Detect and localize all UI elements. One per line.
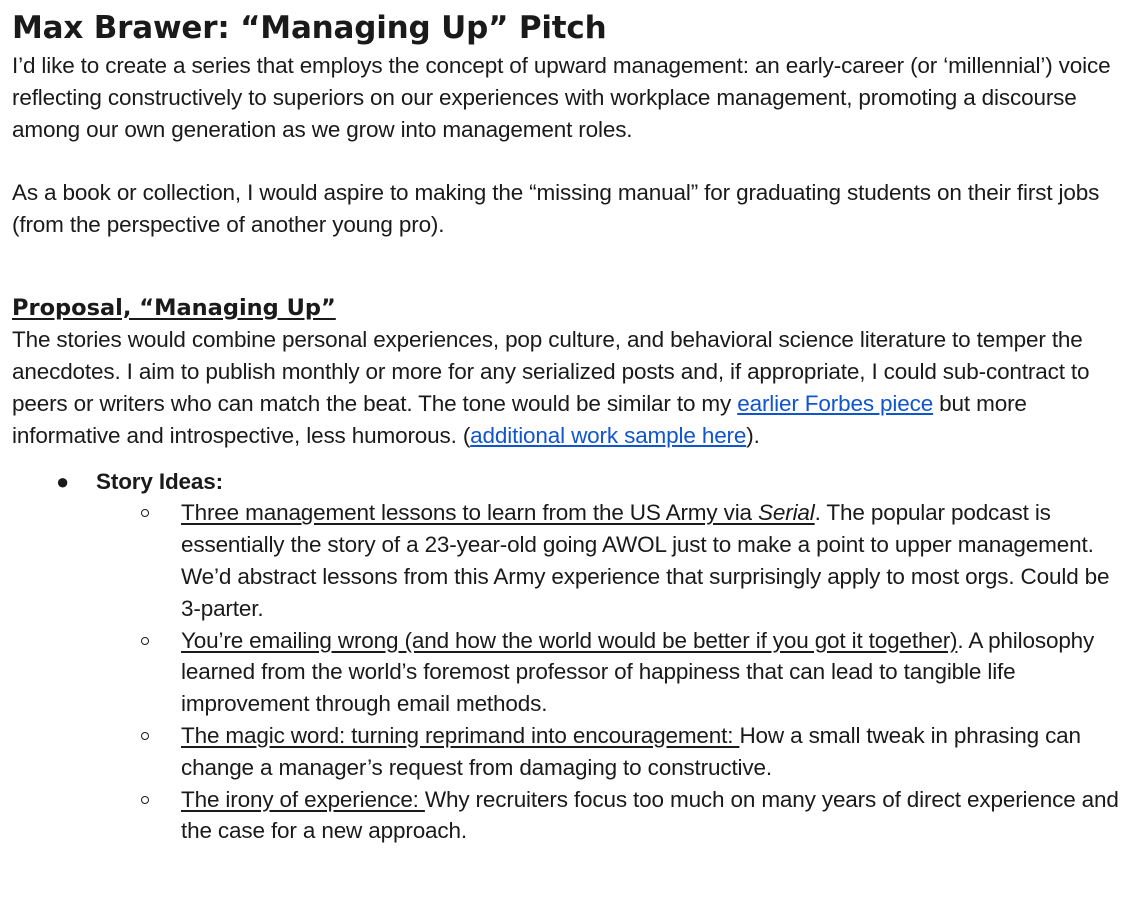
story-idea-item bbox=[96, 497, 1130, 624]
story-ideas-list bbox=[12, 466, 1130, 848]
story-idea-description: Why recruiters focus too much on many years of direct experience and the case for a new approach. bbox=[181, 786, 1119, 844]
story-idea-title: The irony of experience: bbox=[181, 786, 425, 812]
document-page bbox=[12, 8, 1130, 847]
story-idea-description: . A philosophy learned from the world’s foremost professor of happiness that can lead to tangible life improvement through email methods. bbox=[181, 627, 1095, 717]
story-idea-title-italic: Serial bbox=[758, 500, 815, 526]
story-idea-title bbox=[181, 500, 815, 525]
story-ideas-label: Story Ideas: bbox=[96, 468, 223, 494]
story-idea-description: . The popular podcast is essentially the story of a 23-year-old going AWOL just to make a point to upper management. We’d abstract lessons from this Army experience that surprisingly apply to most orgs. Could be 3-parter. bbox=[181, 500, 1110, 621]
spacer bbox=[12, 273, 1130, 293]
bullet-dot-icon: ● bbox=[56, 468, 70, 494]
story-idea-description: How a small tweak in phrasing can change a manager’s request from damaging to constructive. bbox=[181, 722, 1081, 780]
intro-paragraph-1: I’d like to create a series that employs the concept of upward management: an early-career (or ‘millennial’) voice reflecting constructively to superiors on our experiences with workplace management, promoting a discourse among our own generation as we grow into management roles. bbox=[12, 53, 1111, 142]
forbes-piece-link[interactable]: earlier Forbes piece bbox=[737, 390, 934, 416]
proposal-heading: Proposal, “Managing Up” bbox=[12, 294, 336, 321]
hollow-bullet-icon bbox=[141, 509, 149, 517]
proposal-text-3: ). bbox=[746, 422, 760, 448]
story-ideas-sublist bbox=[96, 497, 1130, 847]
hollow-bullet-icon bbox=[141, 637, 149, 645]
proposal-text-2: but more informative and introspective, less humorous. ( bbox=[12, 390, 1027, 448]
story-idea-title-text: Three management lessons to learn from the US Army via bbox=[181, 500, 759, 526]
proposal-paragraph bbox=[12, 324, 1130, 451]
hollow-bullet-icon bbox=[141, 732, 149, 740]
hollow-bullet-icon bbox=[141, 796, 149, 804]
spacer bbox=[12, 145, 1130, 177]
proposal-text-1: The stories would combine personal experiences, pop culture, and behavioral science literature to temper the anecdotes. I aim to publish monthly or more for any serialized posts and, if appropriate, I could sub-contract to peers or writers who can match the beat. The tone would be similar to my bbox=[12, 327, 1090, 416]
spacer bbox=[12, 241, 1130, 273]
intro-paragraph-2: As a book or collection, I would aspire to making the “missing manual” for graduating students on their first jobs (from the perspective of another young pro). bbox=[12, 180, 1100, 237]
story-idea-title: The magic word: turning reprimand into encouragement: bbox=[181, 722, 740, 748]
story-idea-title: You’re emailing wrong (and how the world would be better if you got it together) bbox=[181, 627, 958, 653]
story-idea-item bbox=[96, 720, 1130, 784]
story-idea-item bbox=[96, 784, 1130, 848]
document-title: Max Brawer: “Managing Up” Pitch bbox=[12, 10, 607, 46]
story-ideas-item bbox=[12, 466, 1130, 848]
story-idea-item bbox=[96, 625, 1130, 720]
work-sample-link[interactable]: additional work sample here bbox=[470, 422, 747, 448]
